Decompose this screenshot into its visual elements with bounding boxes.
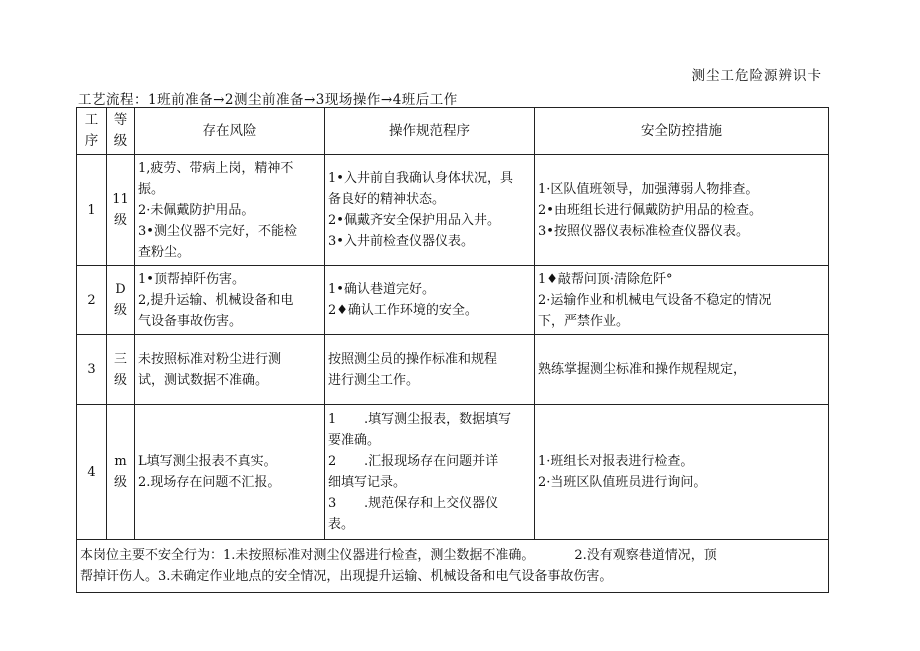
measures-cell: 1♦敲帮问顶·清除危阡° 2·运输作业和机械电气设备不稳定的情况 下，严禁作业。 bbox=[535, 266, 829, 335]
header-measures: 安全防控措施 bbox=[535, 108, 829, 155]
risk-level: m 级 bbox=[107, 405, 135, 540]
risk-level: D 级 bbox=[107, 266, 135, 335]
header-step: 工 序 bbox=[77, 108, 107, 155]
risk-level: 三 级 bbox=[107, 335, 135, 405]
table-row bbox=[77, 155, 829, 266]
risk-level: 11 级 bbox=[107, 155, 135, 266]
process-flow: 工艺流程：1班前准备→2测尘前准备→3现场操作→4班后工作 bbox=[78, 92, 458, 108]
table-row bbox=[77, 335, 829, 405]
step-number: 1 bbox=[77, 155, 107, 266]
header-level: 等 级 bbox=[107, 108, 135, 155]
measures-cell: 1·区队值班领导，加强薄弱人物排查。 2•由班组长进行佩戴防护用品的检查。 3•按照仪器仪表标准检查仪器仪表。 bbox=[535, 155, 829, 266]
table-row bbox=[77, 266, 829, 335]
risk-cell: 未按照标准对粉尘进行测 试，测试数据不准确。 bbox=[135, 335, 325, 405]
header-risk: 存在风险 bbox=[135, 108, 325, 155]
risk-cell: 1,疲劳、带病上岗，精神不 振。 2·未佩戴防护用品。 3•测尘仪器不完好，不能检 查粉尘。 bbox=[135, 155, 325, 266]
risk-cell: 1•顶帮掉阡伤害。 2,提升运输、机械设备和电 气设备事故伤害。 bbox=[135, 266, 325, 335]
step-number: 4 bbox=[77, 405, 107, 540]
procedure-cell: 按照测尘员的操作标准和规程 进行测尘工作。 bbox=[325, 335, 535, 405]
procedure-cell: 1•确认巷道完好。 2♦确认工作环境的安全。 bbox=[325, 266, 535, 335]
table-row bbox=[77, 405, 829, 540]
card-title: 测尘工危险源辨识卡 bbox=[691, 68, 822, 84]
procedure-cell: 1•入井前自我确认身体状况，具 备良好的精神状态。 2•佩戴齐安全保护用品入井。 3•入井前检查仪器仪表。 bbox=[325, 155, 535, 266]
header-row bbox=[77, 108, 829, 155]
step-number: 3 bbox=[77, 335, 107, 405]
risk-cell: L填写测尘报表不真实。 2.现场存在问题不汇报。 bbox=[135, 405, 325, 540]
unsafe-behaviors-note: 本岗位主要不安全行为：1.未按照标准对测尘仪器进行检查，测尘数据不准确。 2.没有观察巷道情况，顶 帮掉讦伤人。3.未确定作业地点的安全情况，出现提升运输、机械设备和电气设备事故伤害。 bbox=[77, 540, 829, 593]
step-number: 2 bbox=[77, 266, 107, 335]
measures-cell: 1·班组长对报表进行检查。 2·当班区队值班员进行询问。 bbox=[535, 405, 829, 540]
measures-cell: 熟练掌握测尘标准和操作规程规定， bbox=[535, 335, 829, 405]
procedure-cell: 1 .填写测尘报表，数据填写 要准确。 2 .汇报现场存在问题并详 细填写记录。 3 .规范保存和上交仪器仪 表。 bbox=[325, 405, 535, 540]
header-procedure: 操作规范程序 bbox=[325, 108, 535, 155]
hazard-table bbox=[76, 107, 829, 593]
footer-row bbox=[77, 540, 829, 593]
